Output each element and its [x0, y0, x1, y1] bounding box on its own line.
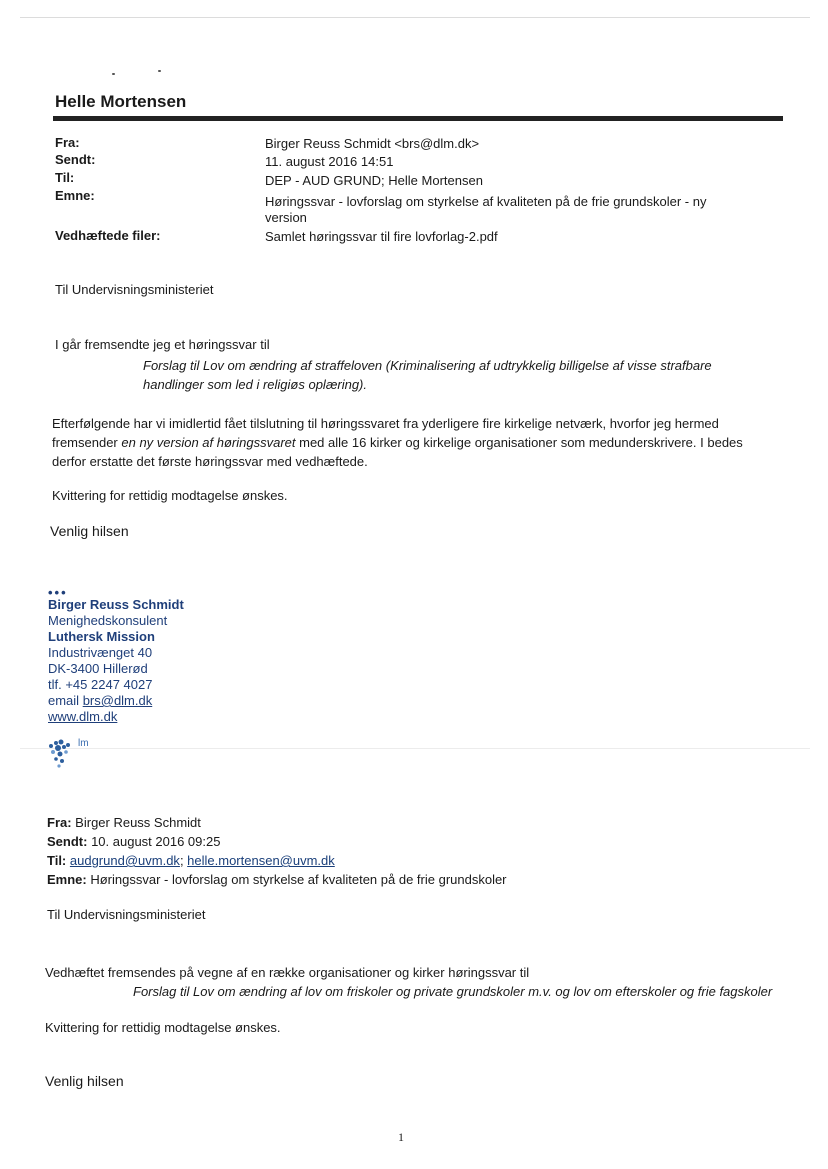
- paragraph-body: [52, 414, 752, 471]
- signature-email-link[interactable]: brs@dlm.dk: [82, 693, 153, 708]
- scan-fold-line: [20, 748, 810, 749]
- greeting: Til Undervisningsministeriet: [55, 282, 214, 297]
- scan-speck: [158, 70, 161, 72]
- from-value: Birger Reuss Schmidt <brs@dlm.dk>: [265, 136, 480, 151]
- paragraph-body-text-b: med alle 16 kirker og kirkelige organisationer som medunderskrivere. I bedes derfor erstatte det første høringssvar med vedhæftede.: [52, 435, 743, 469]
- paragraph-intro: I går fremsendte jeg et høringssvar til: [55, 337, 270, 352]
- page-number: 1: [398, 1130, 404, 1144]
- signature-street: Industrivænget 40: [48, 645, 153, 660]
- signature-web-link[interactable]: www.dlm.dk: [48, 709, 118, 724]
- scan-speck: [112, 73, 115, 75]
- orig-paragraph-intro: Vedhæftet fremsendes på vegne af en række organisationer og kirker høringssvar til: [45, 965, 530, 980]
- header-rule: [53, 116, 783, 121]
- orig-from-line: Fra: Birger Reuss Schmidt: [47, 815, 201, 830]
- signature-dots: •••: [48, 585, 68, 600]
- paragraph-body-italic: en ny version af høringssvaret: [121, 435, 296, 450]
- to-label: Til:: [55, 170, 75, 185]
- to-value: DEP - AUD GRUND; Helle Mortensen: [265, 173, 483, 188]
- orig-subject-line: Emne: Høringssvar - lovforslag om styrkelse af kvaliteten på de frie grundskoler: [47, 872, 507, 887]
- subject-label: Emne:: [55, 188, 95, 203]
- subject-value: Høringssvar - lovforslag om styrkelse af kvaliteten på de frie grundskoler - ny version: [265, 194, 707, 225]
- orig-to-line: Til: audgrund@uvm.dk; helle.mortensen@uvm.dk: [47, 853, 335, 868]
- orig-closing: Venlig hilsen: [45, 1073, 124, 1089]
- attachments-label: Vedhæftede filer:: [55, 228, 161, 243]
- receipt-request: Kvittering for rettidig modtagelse ønskes.: [52, 488, 288, 503]
- signature-city: DK-3400 Hillerød: [48, 661, 148, 676]
- signature-email-line: email brs@dlm.dk: [48, 693, 153, 708]
- orig-to-link-audgrund[interactable]: audgrund@uvm.dk: [69, 853, 180, 868]
- sent-value: 11. august 2016 14:51: [265, 154, 394, 169]
- orig-greeting: Til Undervisningsministeriet: [47, 907, 206, 922]
- signature-name: Birger Reuss Schmidt: [48, 597, 184, 612]
- attachments-value[interactable]: Samlet høringssvar til fire lovforlag-2.pdf: [265, 229, 498, 244]
- mailbox-owner-name: Helle Mortensen: [55, 92, 187, 111]
- orig-to-link-helle[interactable]: helle.mortensen@uvm.dk: [187, 853, 335, 868]
- orig-law-proposal-title: Forslag til Lov om ændring af lov om friskoler og private grundskoler m.v. og lov om efterskoler og frie fagskoler: [133, 984, 773, 999]
- orig-sent-line: Sendt: 10. august 2016 09:25: [47, 834, 221, 849]
- orig-receipt-request: Kvittering for rettidig modtagelse ønskes.: [45, 1020, 281, 1035]
- signature-web-line: [48, 709, 184, 725]
- lm-logo-text: lm: [78, 738, 89, 749]
- paragraph-body-text-a: Efterfølgende har vi imidlertid fået tilslutning til høringssvaret fra yderligere fire kirkelige netværk, hvorfor jeg hermed fremsender: [52, 416, 719, 450]
- law-proposal-title: Forslag til Lov om ændring af straffeloven (Kriminalisering af udtrykkelig billigelse af visse strafbare handlinger som led i religiøs oplæring).: [143, 358, 712, 392]
- signature-title: Menighedskonsulent: [48, 613, 168, 628]
- from-label: Fra:: [55, 135, 80, 150]
- closing: Venlig hilsen: [50, 523, 129, 539]
- signature-org: Luthersk Mission: [48, 629, 155, 644]
- scan-edge-line: [20, 17, 810, 18]
- signature-phone: tlf. +45 2247 4027: [48, 677, 153, 692]
- sent-label: Sendt:: [55, 152, 96, 167]
